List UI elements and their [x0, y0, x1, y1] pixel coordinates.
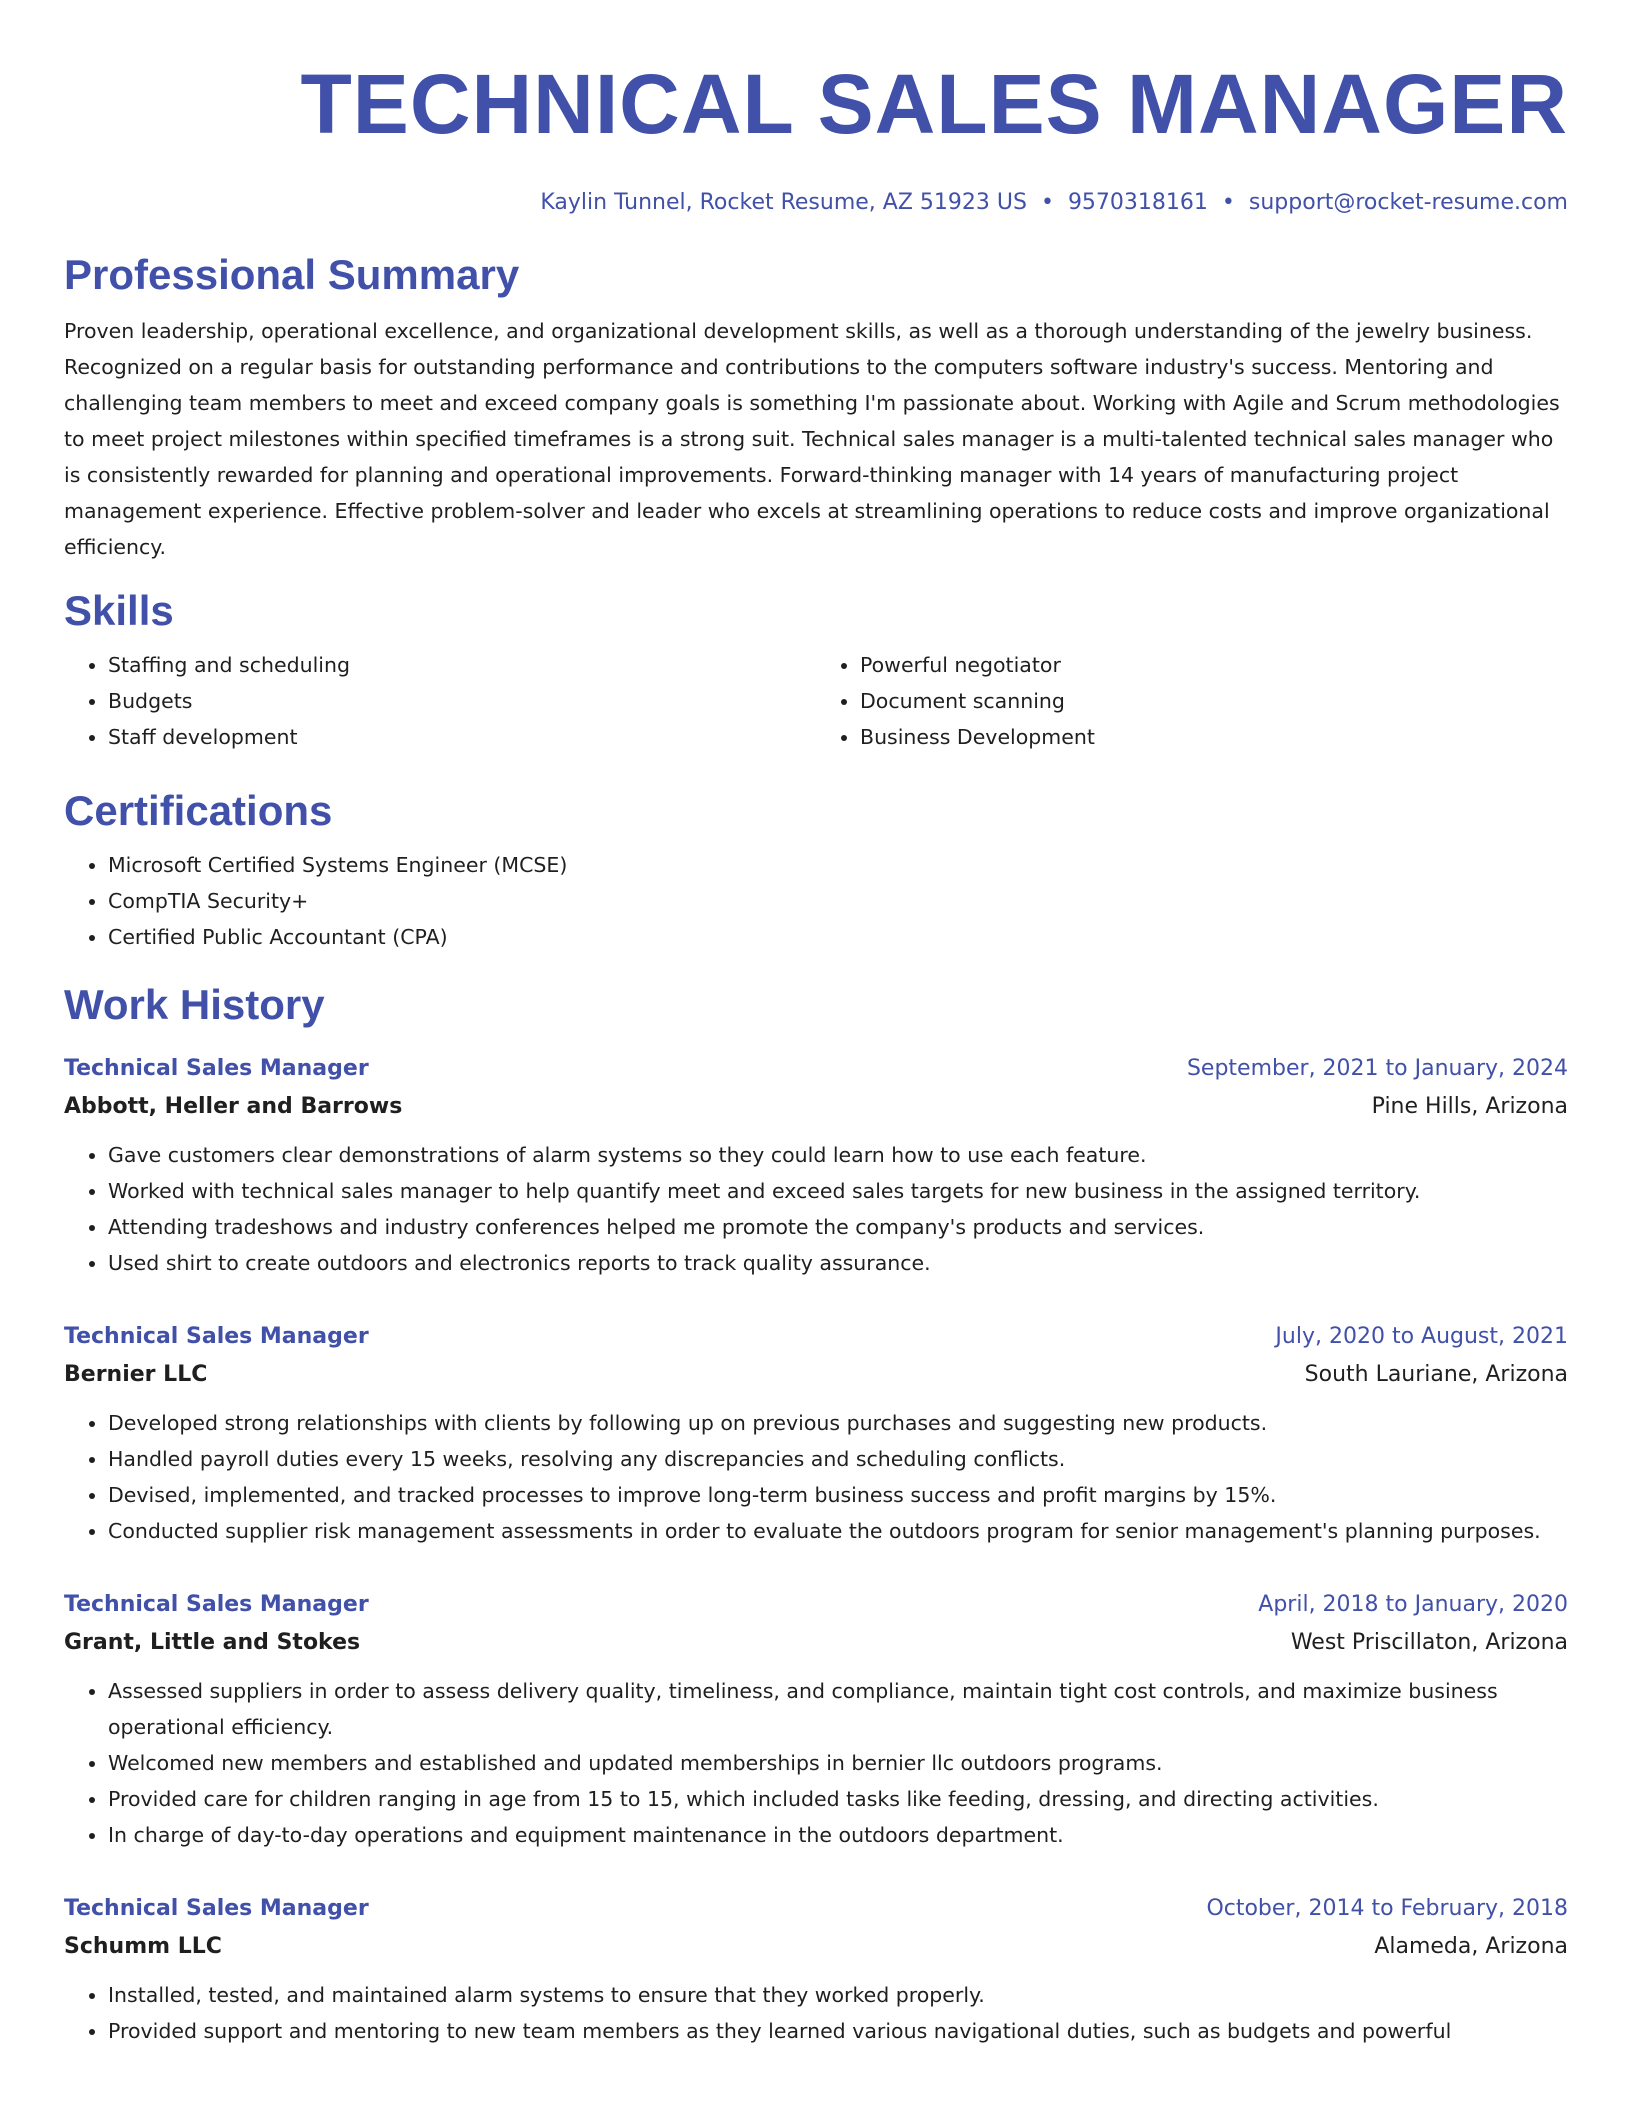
job-bullet: • Handled payroll duties every 15 weeks, resolving any discrepancies and scheduling conflicts. [108, 1441, 1568, 1477]
job-bullet: • In charge of day-to-day operations and equipment maintenance in the outdoors department. [108, 1817, 1568, 1853]
certification-item: • Certified Public Accountant (CPA) [108, 919, 1568, 955]
summary-heading: Professional Summary [64, 251, 520, 298]
job-entry [64, 1891, 1568, 2049]
job-company: Abbott, Heller and Barrows [64, 1094, 403, 1119]
certifications-heading: Certifications [64, 787, 333, 834]
job-dates: April, 2018 to January, 2020 [1258, 1592, 1568, 1617]
job-bullet: • Worked with technical sales manager to help quantify meet and exceed sales targets for new business in the assigned territory. [108, 1173, 1568, 1209]
job-title: Technical Sales Manager [64, 1592, 369, 1617]
skills-list-right [816, 647, 1568, 755]
work-history-heading: Work History [64, 981, 325, 1028]
job-bullet: • Provided support and mentoring to new team members as they learned various navigational duties, such as budgets and powerful [108, 2013, 1568, 2049]
resume-header [64, 0, 1568, 215]
job-dates: July, 2020 to August, 2021 [1275, 1324, 1568, 1349]
contact-phone: 9570318161 [1067, 190, 1208, 215]
job-bullet: • Installed, tested, and maintained alarm systems to ensure that they worked properly. [108, 1977, 1568, 2013]
contact-email[interactable]: support@rocket-resume.com [1248, 190, 1568, 215]
contact-address: Kaylin Tunnel, Rocket Resume, AZ 51923 US [540, 190, 1027, 215]
skills-list-left [64, 647, 816, 755]
job-entry [64, 1319, 1568, 1549]
skill-item: • Powerful negotiator [860, 647, 1568, 683]
job-location: Pine Hills, Arizona [1371, 1094, 1568, 1119]
summary-section [64, 249, 1568, 565]
job-company: Grant, Little and Stokes [64, 1630, 361, 1655]
skill-item: • Business Development [860, 719, 1568, 755]
skills-columns [64, 647, 1568, 755]
job-bullet: • Welcomed new members and established and updated memberships in bernier llc outdoors programs. [108, 1745, 1568, 1781]
skills-section [64, 585, 1568, 755]
job-bullet: • Conducted supplier risk management assessments in order to evaluate the outdoors program for senior management's planning purposes. [108, 1513, 1568, 1549]
summary-text: Proven leadership, operational excellence, and organizational development skills, as well as a thorough understanding of the jewelry business. Recognized on a regular basis for outstanding performance and contributions to the computers software industry's success. Mentoring and challenging team members to meet and exceed company goals is something I'm passionate about. Working with Agile and Scrum methodologies to meet project milestones within specified timeframes is a strong suit. Technical sales manager is a multi-talented technical sales manager who is consistently rewarded for planning and operational improvements. Forward-thinking manager with 14 years of manufacturing project management experience. Effective problem-solver and leader who excels at streamlining operations to reduce costs and improve organizational efficiency. [64, 319, 1560, 559]
job-bullet: • Gave customers clear demonstrations of alarm systems so they could learn how to use each feature. [108, 1137, 1568, 1173]
job-bullet: • Developed strong relationships with clients by following up on previous purchases and suggesting new products. [108, 1405, 1568, 1441]
certification-item: • Microsoft Certified Systems Engineer (MCSE) [108, 847, 1568, 883]
job-bullets [64, 1137, 1568, 1281]
job-title: Technical Sales Manager [64, 1896, 369, 1921]
work-history-section [64, 979, 1568, 2049]
job-dates: September, 2021 to January, 2024 [1186, 1056, 1568, 1081]
job-entry [64, 1051, 1568, 1281]
job-dates: October, 2014 to February, 2018 [1206, 1896, 1568, 1921]
job-bullet: • Devised, implemented, and tracked processes to improve long-term business success and profit margins by 15%. [108, 1477, 1568, 1513]
certifications-section [64, 785, 1568, 955]
job-company: Schumm LLC [64, 1934, 222, 1959]
page-title: TECHNICAL SALES MANAGER [300, 57, 1568, 151]
skill-item: • Document scanning [860, 683, 1568, 719]
job-entry [64, 1587, 1568, 1853]
job-bullet: • Used shirt to create outdoors and electronics reports to track quality assurance. [108, 1245, 1568, 1281]
job-bullet: • Attending tradeshows and industry conferences helped me promote the company's products and services. [108, 1209, 1568, 1245]
skill-item: • Staffing and scheduling [108, 647, 816, 683]
job-location: West Priscillaton, Arizona [1290, 1630, 1568, 1655]
job-location: South Lauriane, Arizona [1304, 1362, 1568, 1387]
certifications-list [64, 847, 1568, 955]
skills-heading: Skills [64, 587, 174, 634]
certification-item: • CompTIA Security+ [108, 883, 1568, 919]
job-bullets [64, 1405, 1568, 1549]
job-company: Bernier LLC [64, 1362, 208, 1387]
job-title: Technical Sales Manager [64, 1324, 369, 1349]
contact-separator: • [1221, 190, 1235, 215]
contact-line [64, 190, 1568, 215]
job-location: Alameda, Arizona [1374, 1934, 1568, 1959]
job-bullet: • Provided care for children ranging in age from 15 to 15, which included tasks like feeding, dressing, and directing activities. [108, 1781, 1568, 1817]
job-bullet: • Assessed suppliers in order to assess delivery quality, timeliness, and compliance, maintain tight cost controls, and maximize business operational efficiency. [108, 1673, 1568, 1745]
job-bullets [64, 1673, 1568, 1853]
job-bullets [64, 1977, 1568, 2049]
skill-item: • Staff development [108, 719, 816, 755]
contact-separator: • [1040, 190, 1054, 215]
job-title: Technical Sales Manager [64, 1056, 369, 1081]
skill-item: • Budgets [108, 683, 816, 719]
